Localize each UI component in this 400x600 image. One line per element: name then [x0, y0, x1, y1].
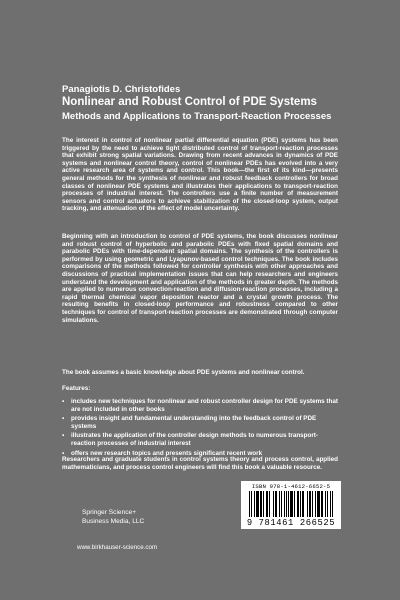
description-paragraph-1: The interest in control of nonlinear partial differential equation (PDE) systems has been triggered by the need to achieve tight distributed control of transport-reaction processes that exhibit strong spatial variations. Drawing from recent advances in dynamics of PDE systems and nonlinear control theory, control of nonlinear PDEs has evolved into a very active research area of systems and control. This book—the first of its kind—presents general methods for the synthesis of nonlinear and robust feedback controllers for broad classes of nonlinear PDE systems and illustrates their applications to transport-reaction processes of industrial interest. The controllers use a finite number of measurement sensors and control actuators to achieve stabilization of the closed-loop system, output tracking, and attenuation of the effect of model uncertainty. — [62, 137, 338, 213]
barcode-bar — [273, 491, 274, 517]
barcode-bar — [290, 491, 293, 517]
feature-text: illustrates the application of the controller design methods to numerous transport-reaction processes of industrial interest — [71, 432, 319, 447]
barcode-bar — [256, 491, 259, 517]
barcode-bar — [249, 491, 250, 517]
isbn-barcode — [241, 481, 341, 529]
barcode-bar — [300, 491, 301, 517]
barcode-bar — [315, 491, 316, 517]
barcode-bar — [286, 491, 287, 517]
barcode-number: 9 781461 266525 — [246, 518, 336, 528]
barcode-bar — [251, 491, 252, 517]
barcode-bar — [266, 491, 268, 517]
publisher-line: Springer Science+ — [82, 509, 137, 516]
barcode-bar — [294, 491, 295, 517]
barcode-bar — [269, 491, 270, 517]
bullet-icon: ▪ — [62, 415, 65, 423]
barcode-bar — [279, 491, 280, 517]
barcode-bar — [325, 491, 326, 517]
publisher-url: www.birkhauser-science.com — [77, 544, 158, 551]
features-list — [62, 398, 338, 459]
publisher-line: Business Media, LLC — [82, 518, 145, 525]
barcode-bar — [332, 491, 333, 517]
book-title: Nonlinear and Robust Control of PDE Systems — [62, 96, 317, 108]
barcode-bar — [317, 491, 320, 517]
bullet-icon: ▪ — [62, 432, 65, 440]
barcode-bar — [254, 491, 255, 517]
feature-item — [62, 398, 338, 413]
barcode-bar — [284, 491, 285, 517]
isbn-label: ISBN 978-1-4612-6652-5 — [251, 483, 331, 490]
bullet-icon: ▪ — [62, 398, 65, 405]
feature-item — [62, 415, 338, 430]
barcode-bar — [330, 491, 331, 517]
description-paragraph-3: The book assumes a basic knowledge about PDE systems and nonlinear control. — [62, 369, 305, 376]
audience-paragraph: Researchers and graduate students in control systems theory and process control, applied mathematicians, and process control engineers will find this book a valuable resource. — [62, 456, 338, 471]
feature-item — [62, 432, 338, 447]
barcode-bars — [249, 491, 333, 517]
barcode-bar — [309, 491, 311, 517]
bullet-icon: ▪ — [62, 449, 65, 457]
barcode-bar — [281, 491, 282, 517]
barcode-bar — [275, 491, 277, 517]
feature-text: offers new research topics and presents significant recent work — [71, 449, 263, 457]
feature-text: provides insight and fundamental understanding into the feedback control of PDE systems — [71, 415, 317, 430]
publisher-name — [82, 508, 144, 526]
barcode-bar — [307, 491, 308, 517]
barcode-bar — [302, 491, 304, 517]
barcode-bar — [297, 491, 299, 517]
barcode-bar — [312, 491, 313, 517]
barcode-bar — [288, 491, 289, 517]
features-heading: Features: — [62, 385, 91, 392]
book-subtitle: Methods and Applications to Transport-Reaction Processes — [62, 111, 332, 122]
author-name: Panagiotis D. Christofides — [62, 84, 181, 95]
feature-text: includes new techniques for nonlinear and robust controller design for PDE systems that are not included in other books — [71, 398, 338, 413]
barcode-bar — [260, 491, 262, 517]
barcode-bar — [321, 491, 323, 517]
barcode-bar — [327, 491, 328, 517]
description-paragraph-2: Beginning with an introduction to control of PDE systems, the book discusses nonlinear and robust control of hyperbolic and parabolic PDEs with fixed spatial domains and parabolic PDEs with time-dependent spatial domains. The synthesis of the controllers is performed by using geometric and Lyapunov-based control techniques. The book includes comparisons of the methods followed for controller synthesis with other approaches and discussions of practical implementation issues that can help researchers and engineers understand the development and application of the methods in greater depth. The methods are applied to numerous convection-reaction and diffusion-reaction processes, including a rapid thermal chemical vapor deposition reactor and a crystal growth process. The resulting benefits in closed-loop performance and robustness compared to other techniques for control of transport-reaction processes are demonstrated through computer simulations. — [62, 233, 338, 324]
barcode-bar — [263, 491, 264, 517]
